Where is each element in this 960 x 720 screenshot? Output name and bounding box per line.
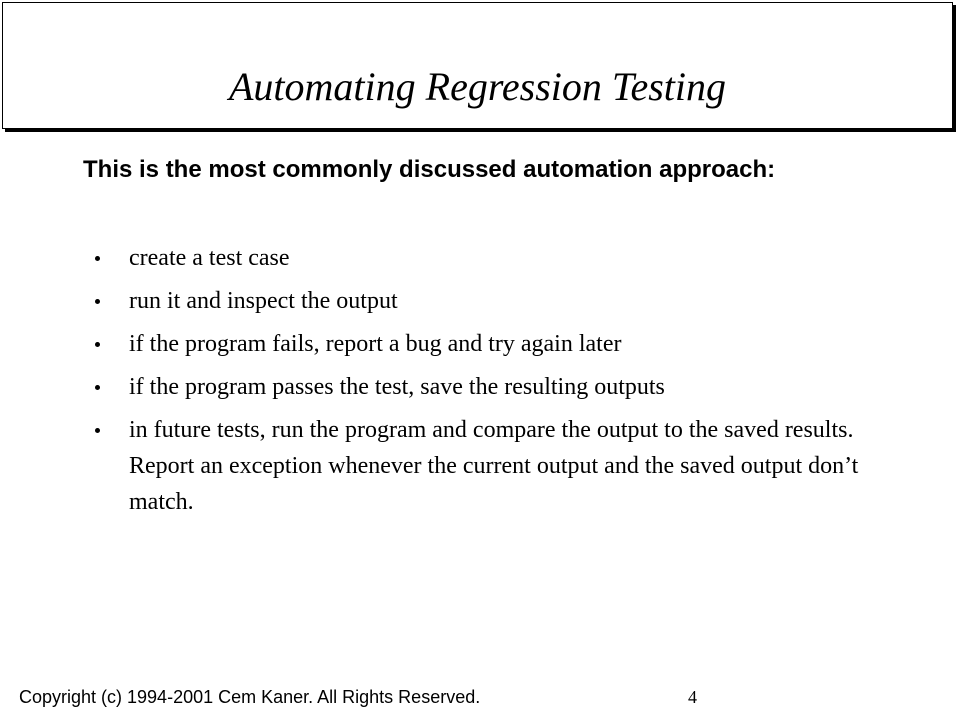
slide-title: Automating Regression Testing bbox=[228, 64, 727, 109]
bullet-text: create a test case bbox=[129, 245, 290, 271]
footer-copyright: Copyright (c) 1994-2001 Cem Kaner. All Rights Reserved. bbox=[19, 687, 481, 707]
intro-text: This is the most commonly discussed automation approach: bbox=[83, 156, 776, 183]
bullet-item bbox=[95, 283, 885, 319]
page-number: 4 bbox=[688, 687, 697, 707]
bullet-text: if the program passes the test, save the resulting outputs bbox=[129, 374, 665, 400]
bullet-dot-icon bbox=[95, 342, 100, 347]
bullet-list bbox=[95, 240, 885, 527]
bullet-dot-icon bbox=[95, 299, 100, 304]
bullet-item bbox=[95, 369, 885, 405]
bullet-item bbox=[95, 412, 885, 520]
bullet-text: if the program fails, report a bug and try again later bbox=[129, 331, 622, 357]
bullet-item bbox=[95, 240, 885, 276]
bullet-dot-icon bbox=[95, 256, 100, 261]
bullet-dot-icon bbox=[95, 385, 100, 390]
bullet-text: in future tests, run the program and compare the output to the saved results. Report an exception whenever the current output and the saved output don’t match. bbox=[129, 417, 859, 515]
bullet-dot-icon bbox=[95, 428, 100, 433]
title-box bbox=[2, 2, 953, 129]
bullet-text: run it and inspect the output bbox=[129, 288, 398, 314]
bullet-item bbox=[95, 326, 885, 362]
